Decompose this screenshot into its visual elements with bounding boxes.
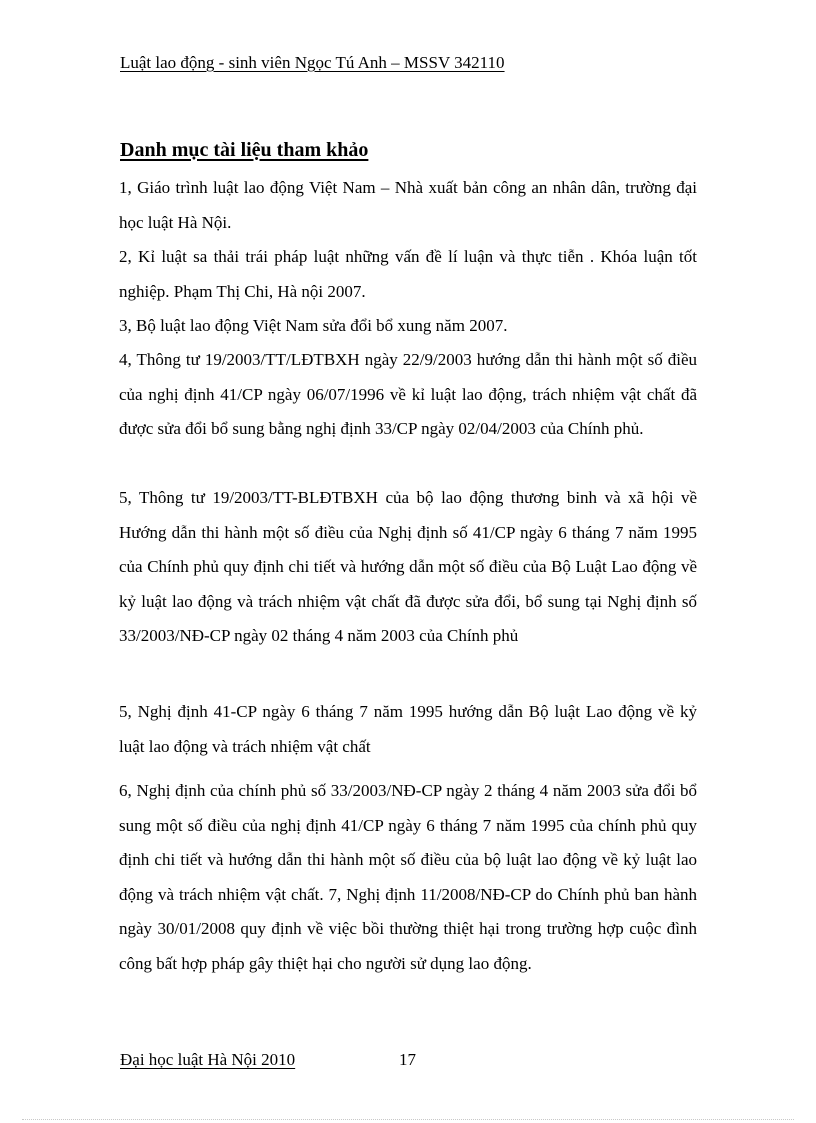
reference-item: 1, Giáo trình luật lao động Việt Nam – Nhà xuất bản công an nhân dân, trường đại học luật Hà Nội.: [119, 178, 697, 232]
reference-item: 4, Thông tư 19/2003/TT/LĐTBXH ngày 22/9/2003 hướng dẫn thi hành một số điều của nghị định 41/CP ngày 06/07/1996 về kỉ luật lao động, trách nhiệm vật chất đã được sửa đổi bổ sung bằng nghị định 33/CP ngày 02/04/2003 của Chính phủ.: [119, 350, 697, 438]
reference-item: 5, Nghị định 41-CP ngày 6 tháng 7 năm 1995 hướng dẫn Bộ luật Lao động về kỷ luật lao động và trách nhiệm vật chất: [119, 702, 697, 756]
reference-item: 5, Thông tư 19/2003/TT-BLĐTBXH của bộ lao động thương binh và xã hội về Hướng dẫn thi hành một số điều của Nghị định số 41/CP ngày 6 tháng 7 năm 1995 của Chính phủ quy định chi tiết và hướng dẫn một số điều của Bộ Luật Lao động về kỷ luật lao động và trách nhiệm vật chất đã được sửa đổi, bổ sung tại Nghị định số 33/2003/NĐ-CP ngày 02 tháng 4 năm 2003 của Chính phủ: [119, 488, 697, 645]
page-footer-text: Đại học luật Hà Nội 2010: [120, 1050, 296, 1069]
page-bottom-divider: [22, 1119, 794, 1120]
section-title: Danh mục tài liệu tham khảo: [120, 139, 369, 161]
reference-item: 6, Nghị định của chính phủ số 33/2003/NĐ-CP ngày 2 tháng 4 năm 2003 sửa đổi bổ sung một số điều của nghị định 41/CP ngày 6 tháng 7 năm 1995 của chính phủ quy định chi tiết và hướng dẫn thi hành một số điều của bộ luật lao động về kỷ luật lao động và trách nhiệm vật chất. 7, Nghị định 11/2008/NĐ-CP do Chính phủ ban hành ngày 30/01/2008 quy định về việc bồi thường thiệt hại trong trường hợp cuộc đình công bất hợp pháp gây thiệt hại cho người sử dụng lao động.: [119, 781, 697, 973]
page-number: 17: [399, 1050, 416, 1069]
page-header: Luật lao động - sinh viên Ngọc Tú Anh – MSSV 342110: [120, 53, 505, 72]
reference-item: 3, Bộ luật lao động Việt Nam sửa đổi bổ xung năm 2007.: [119, 316, 508, 335]
reference-item: 2, Kỉ luật sa thải trái pháp luật những vấn đề lí luận và thực tiễn . Khóa luận tốt nghiệp. Phạm Thị Chi, Hà nội 2007.: [119, 247, 697, 301]
